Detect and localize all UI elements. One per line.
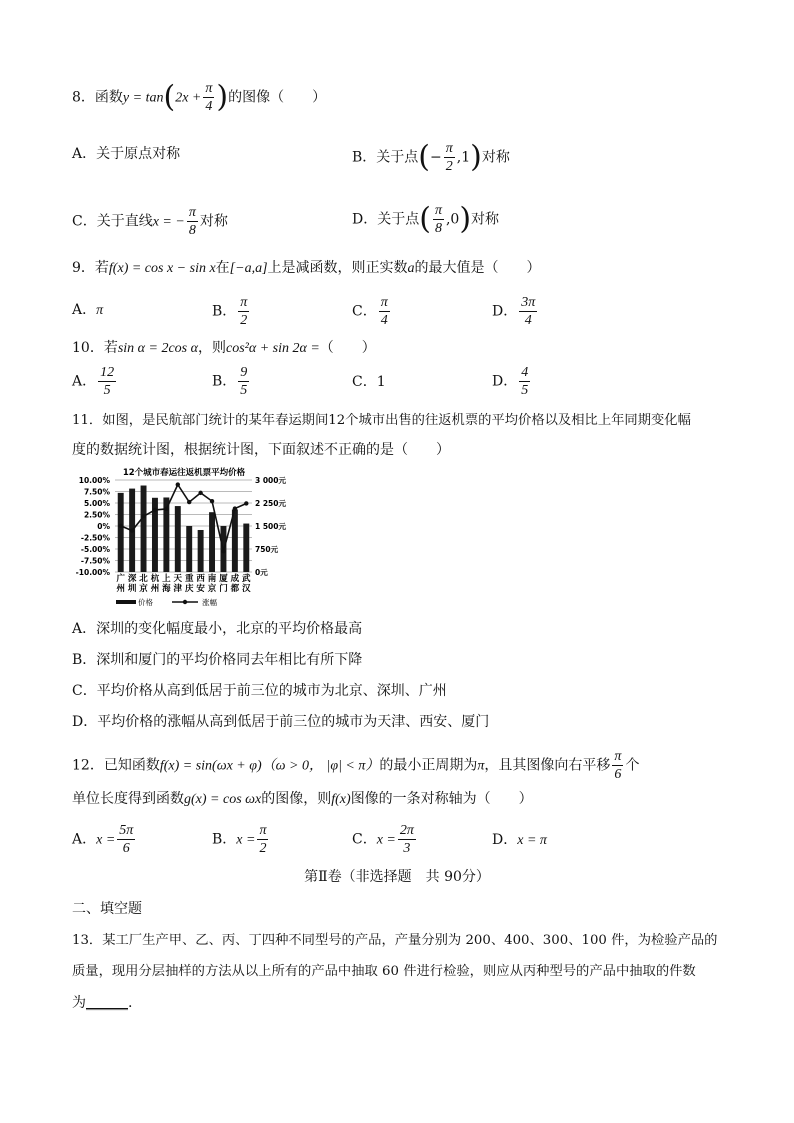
- q8-stem: 8．函数y = tan(2x + $\frac{\pi}{4}$ )的图像（ ）: [72, 79, 327, 115]
- left-axis-tick-label: 5.00%: [83, 499, 110, 508]
- q9-option-b: B． $\frac{\pi}{2}$: [212, 295, 248, 328]
- growth-point: [221, 549, 225, 553]
- q13-line2: 质量，现用分层抽样的方法从以上所有的产品中抽取 60 件进行检验，则应从丙种型号的产品中抽取的件数: [72, 964, 696, 979]
- category-label: 庆: [184, 584, 194, 594]
- price-bar: [175, 506, 181, 572]
- growth-point: [130, 528, 134, 532]
- q12-stem-line2: 单位长度得到函数g(x) = cos ωx的图像，则f(x)图像的一条对称轴为（ ）: [72, 791, 533, 807]
- growth-point: [141, 514, 145, 518]
- legend-line-label: 涨幅: [202, 598, 217, 607]
- q11-option-d: D．平均价格的涨幅从高到低居于前三位的城市为天津、西安、厦门: [72, 714, 490, 730]
- category-label: 天: [173, 574, 183, 584]
- legend-bar-label: 价格: [138, 598, 153, 607]
- q8-option-a: A．关于原点对称: [72, 146, 181, 162]
- growth-point: [119, 524, 123, 528]
- right-axis-tick-label: 0元: [255, 568, 268, 577]
- left-axis-tick-label: -7.50%: [80, 556, 110, 566]
- category-label: 州: [150, 584, 160, 594]
- category-label: 京: [139, 584, 148, 594]
- category-label: 州: [116, 584, 125, 594]
- q12-option-c: C．x = $\frac{2\pi}{3}$: [352, 823, 414, 856]
- right-axis-tick-label: 2 250元: [255, 499, 286, 508]
- q9-option-d: D． $\frac{3\pi}{4}$: [492, 295, 536, 328]
- legend-line-marker: [183, 600, 187, 604]
- q11-option-c: C．平均价格从高到低居于前三位的城市为北京、深圳、广州: [72, 683, 447, 699]
- category-label: 重: [184, 574, 194, 584]
- q12-option-b: B．x = $\frac{\pi}{2}$: [212, 823, 267, 856]
- right-axis-tick-label: 3 000元: [255, 476, 286, 485]
- growth-point: [164, 507, 168, 511]
- category-label: 深: [127, 574, 137, 584]
- q9-stem: 9．若f(x) = cos x − sin x在[−a,a]上是减函数，则正实数a的最大值是（ ）: [72, 260, 541, 276]
- growth-point: [153, 508, 157, 512]
- q11-stem-line1: 11．如图，是民航部门统计的某年春运期间12个城市出售的往返机票的平均价格以及相比上年同期变化幅: [72, 413, 691, 428]
- q10-option-c: C．1: [352, 374, 386, 390]
- right-axis-tick-label: 1 500元: [255, 522, 286, 531]
- growth-point: [233, 506, 237, 510]
- section-title-fill-in: 二、填空题: [72, 901, 142, 917]
- category-label: 上: [162, 574, 171, 584]
- q13-line3: 为______.: [72, 995, 133, 1011]
- growth-point: [176, 482, 180, 486]
- price-bar: [209, 512, 215, 572]
- price-bar: [186, 526, 192, 572]
- q9-option-c: C． $\frac{\pi}{4}$: [352, 295, 388, 328]
- category-label: 海: [162, 584, 171, 594]
- price-bar: [198, 530, 204, 572]
- category-label: 都: [230, 584, 240, 594]
- answer-blank[interactable]: ______: [86, 995, 128, 1011]
- growth-point: [198, 491, 202, 495]
- q8-option-c: C．关于直线x = − $\frac{\pi}{8}$ 对称: [72, 205, 228, 238]
- q12-option-d: D．x = π: [492, 832, 547, 848]
- q10-option-d: D． $\frac{4}{5}$: [492, 365, 529, 398]
- right-axis-tick-label: 750元: [255, 545, 279, 554]
- q11-stem-line2: 度的数据统计图，根据统计图，下面叙述不正确的是（ ）: [72, 442, 450, 458]
- q10-option-b: B． $\frac{9}{5}$: [212, 365, 248, 398]
- category-label: 广: [116, 574, 125, 584]
- category-label: 门: [219, 584, 228, 594]
- q12-stem-line1: 12．已知函数f(x) = sin(ωx + φ)（ω > 0， |φ| < π）的最小正周期为π，且其图像向右平移 $\frac{\pi}{6}$ 个: [72, 749, 640, 782]
- category-label: 津: [173, 584, 183, 594]
- price-bar: [243, 524, 249, 572]
- left-axis-tick-label: 10.00%: [78, 476, 110, 485]
- chart-x-axis: [115, 573, 251, 594]
- category-label: 成: [230, 574, 240, 584]
- q10-option-a: A． $\frac{12}{5}$: [72, 365, 115, 398]
- q8-option-b: B．关于点(− $\frac{\pi}{2}$ ,1)对称: [352, 139, 510, 175]
- chart-left-axis: [76, 476, 111, 577]
- chart-right-axis: [255, 475, 286, 577]
- growth-line: [121, 485, 247, 552]
- category-label: 北: [139, 574, 148, 584]
- left-axis-tick-label: -2.50%: [80, 533, 110, 543]
- category-label: 南: [207, 574, 217, 584]
- left-axis-tick-label: -5.00%: [80, 545, 110, 554]
- q9-option-a: A．π: [72, 302, 104, 318]
- q11-option-a: A．深圳的变化幅度最小，北京的平均价格最高: [72, 621, 363, 637]
- price-bar: [141, 486, 147, 572]
- category-label: 圳: [127, 584, 137, 594]
- left-axis-tick-label: 2.50%: [83, 510, 110, 520]
- category-label: 汉: [242, 584, 251, 594]
- chart-title: 12个城市春运往返机票平均价格: [122, 468, 246, 478]
- category-label: 武: [242, 574, 251, 584]
- q8-option-d: D．关于点( $\frac{\pi}{8}$ ,0)对称: [352, 201, 500, 237]
- q13-line1: 13．某工厂生产甲、乙、丙、丁四种不同型号的产品，产量分别为 200、400、300、100 件，为检验产品的: [72, 933, 718, 948]
- q12-option-a: A．x = $\frac{5\pi}{6}$: [72, 823, 134, 856]
- left-axis-tick-label: -10.00%: [75, 568, 110, 577]
- chart-legend: [116, 597, 217, 607]
- growth-point: [244, 501, 248, 505]
- price-bar: [118, 493, 124, 572]
- growth-point: [210, 499, 214, 503]
- part2-title: 第Ⅱ卷（非选择题 共 90分）: [304, 869, 490, 885]
- airfare-chart-svg: [70, 463, 286, 609]
- legend-bar-swatch: [116, 600, 136, 604]
- left-axis-tick-label: 7.50%: [83, 487, 110, 497]
- category-label: 厦: [219, 574, 228, 584]
- growth-point: [187, 500, 191, 504]
- q10-stem: 10．若sin α = 2cos α，则cos²α + sin 2α =（ ）: [72, 340, 376, 356]
- q11-option-b: B．深圳和厦门的平均价格同去年相比有所下降: [72, 652, 363, 668]
- airfare-chart: [70, 463, 286, 609]
- left-axis-tick-label: 0%: [97, 522, 110, 531]
- category-label: 杭: [150, 574, 160, 584]
- category-label: 安: [196, 584, 205, 594]
- category-label: 京: [207, 584, 217, 594]
- category-label: 西: [196, 574, 205, 584]
- chart-line: [119, 482, 249, 553]
